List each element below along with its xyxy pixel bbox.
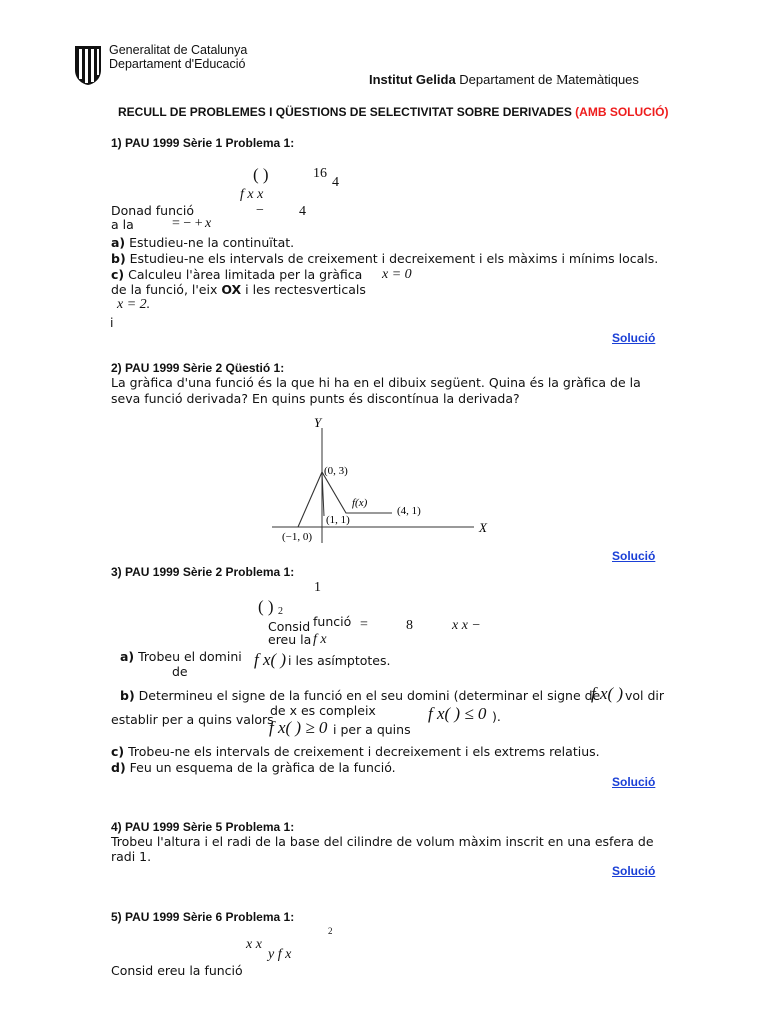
p3-ereu: ereu la [268, 632, 312, 647]
point-top-label: (0, 3) [324, 465, 348, 477]
y-axis-label: Y [314, 415, 322, 430]
p3-frag-eight: 8 [406, 618, 413, 633]
p1-frag-eqpm: = − + [172, 216, 203, 231]
p1-frag-four-b: 4 [299, 204, 306, 219]
p1-item-a: a) Estudieu-ne la continuïtat. [111, 235, 295, 250]
p4-text-line2: radi 1. [111, 849, 152, 864]
p3-frag-eq: = [360, 617, 368, 632]
p3-frag-paren: ( ) [258, 597, 274, 616]
point-mid-label: (1, 1) [326, 514, 350, 526]
p1-frag-i: i [110, 315, 114, 330]
p3-frag-fx-paren: f x( ) [254, 650, 287, 669]
p5-frag-yfx: y f x [268, 947, 292, 962]
p3-frag-xxminus: x x − [452, 618, 481, 633]
point-left-label: (−1, 0) [282, 531, 313, 543]
problem4-solution-link[interactable]: Solució [612, 864, 656, 878]
p3-b-end: ). [492, 709, 501, 724]
institute-name: Institut Gelida [369, 72, 456, 87]
page-title [118, 105, 669, 119]
p3-frag-fx-ge: f x( ) ≥ 0 [269, 718, 328, 737]
p3-b-establir: establir per a quins valors [111, 712, 274, 727]
p1-intro-line2: a la [111, 217, 134, 232]
p3-frag-fx: f x [313, 632, 327, 647]
p1-intro-line1: Donad funció [111, 203, 195, 218]
problem5-heading: 5) PAU 1999 Sèrie 6 Problema 1: [111, 910, 295, 924]
p1-frag-minus: − [256, 203, 264, 218]
p3-frag-fx-b: f x( ) [591, 684, 624, 703]
p3-item-c: c) Trobeu-ne els intervals de creixement i decreixement i els extrems relatius. [111, 744, 600, 759]
p3-item-b: b) Determineu el signe de la funció en el seu domini (determinar el signe de [120, 688, 601, 703]
p5-consid: Consid ereu la funció [111, 963, 243, 978]
point-right-label: (4, 1) [397, 505, 421, 517]
p2-text-line1: La gràfica d'una funció és la que hi ha en el dibuix següent. Quina és la gràfica de la [111, 375, 641, 390]
institute-header [369, 72, 639, 89]
problem2-solution-link[interactable]: Solució [612, 549, 656, 563]
department-rest: atemàtiques [568, 72, 639, 87]
title-highlight: (AMB SOLUCIÓ) [575, 105, 669, 119]
p1-item-c: c) Calculeu l'àrea limitada per la gràfica [111, 267, 363, 282]
x-axis-label: X [479, 520, 487, 535]
p3-b-iper: i per a quins [333, 722, 411, 737]
p3-b-vol: vol dir [625, 688, 665, 703]
p1-frag-sixteen: 16 [313, 166, 327, 181]
function-graph [260, 410, 500, 550]
p4-text-line1: Trobeu l'altura i el radi de la base del cilindre de volum màxim inscrit en una esfera de [111, 834, 654, 849]
p3-consid: Consid [268, 619, 311, 634]
p5-frag-xx: x x [246, 937, 262, 952]
department-initial: M [556, 73, 569, 88]
p2-text-line2: seva funció derivada? En quins punts és discontínua la derivada? [111, 391, 520, 406]
p3-item-d: d) Feu un esquema de la gràfica de la funció. [111, 760, 396, 775]
p1-frag-paren: ( ) [253, 165, 269, 184]
p1-item-c-line2: de la funció, l'eix OX i les rectesverticals [111, 282, 366, 297]
org-name-line2: Departament d'Educació [109, 57, 246, 71]
p3-item-a-de: de [172, 664, 188, 679]
generalitat-logo-icon [72, 44, 104, 86]
p1-frag-fxx: f x x [240, 187, 264, 202]
problem2-heading: 2) PAU 1999 Sèrie 2 Qüestió 1: [111, 361, 285, 375]
p1-frag-x0: x = 0 [382, 267, 412, 282]
p3-item-a-after: i les asímptotes. [288, 653, 391, 668]
org-name-line1: Generalitat de Catalunya [109, 43, 248, 57]
p1-item-b: b) Estudieu-ne els intervals de creixement i decreixement i els màxims i mínims locals. [111, 251, 659, 266]
p3-b-de-x: de x es compleix [270, 703, 376, 718]
p1-frag-four-a: 4 [332, 175, 339, 190]
department-prefix: Departament de [459, 72, 557, 87]
p3-item-a: a) Trobeu el domini [120, 649, 242, 664]
p3-frag-sub2: 2 [278, 606, 283, 617]
curve-label: f(x) [352, 497, 368, 509]
p3-frag-one: 1 [314, 580, 321, 595]
p5-frag-sup2: 2 [328, 926, 333, 936]
problem3-heading: 3) PAU 1999 Sèrie 2 Problema 1: [111, 565, 295, 579]
p1-frag-x: x [205, 216, 212, 231]
problem4-heading: 4) PAU 1999 Sèrie 5 Problema 1: [111, 820, 295, 834]
problem1-solution-link[interactable]: Solució [612, 331, 656, 345]
problem1-heading: 1) PAU 1999 Sèrie 1 Problema 1: [111, 136, 295, 150]
title-main: RECULL DE PROBLEMES I QÜESTIONS DE SELECTIVITAT SOBRE DERIVADES [118, 105, 576, 119]
p3-funcio: funció [313, 614, 352, 629]
problem3-solution-link[interactable]: Solució [612, 775, 656, 789]
p3-frag-fx-le: f x( ) ≤ 0 [428, 704, 487, 723]
p1-frag-x2: x = 2. [117, 297, 151, 312]
